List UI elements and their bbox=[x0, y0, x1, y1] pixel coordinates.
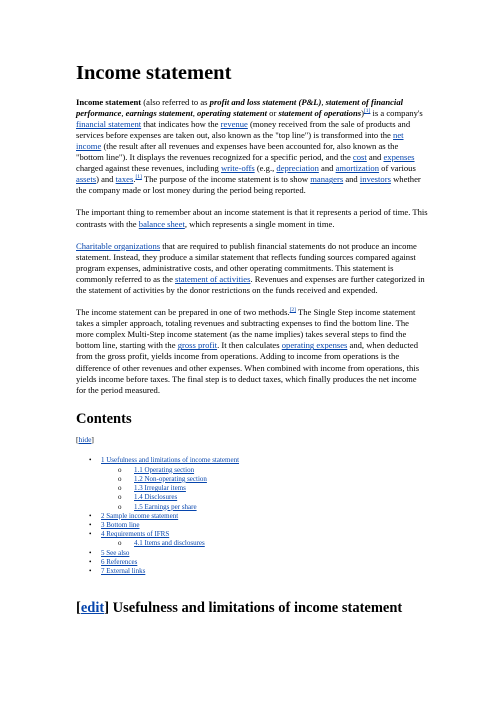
bullet-icon: • bbox=[89, 557, 92, 566]
link-taxes[interactable]: taxes bbox=[115, 174, 134, 185]
circle-bullet-icon: o bbox=[118, 474, 122, 483]
paragraph-period: The important thing to remember about an income statement is that it represents a period of time. This contrasts with the balance sheet, which represents a single moment in time. bbox=[76, 207, 428, 229]
link-cost[interactable]: cost bbox=[352, 152, 367, 163]
toc-item bbox=[76, 466, 428, 475]
circle-bullet-icon: o bbox=[118, 493, 122, 502]
link-investors[interactable]: investors bbox=[359, 174, 391, 185]
toc-link[interactable]: 1 Usefulness and limitations of income statement bbox=[101, 456, 240, 465]
toc-item bbox=[76, 521, 428, 530]
link-statement-of-activities[interactable]: statement of activities bbox=[175, 273, 251, 284]
toc-item bbox=[76, 493, 428, 502]
page-title: Income statement bbox=[76, 62, 232, 84]
bullet-icon: • bbox=[89, 456, 92, 465]
section-heading-usefulness: [edit] Usefulness and limitations of income statement bbox=[76, 600, 403, 617]
toc-link[interactable]: 1.2 Non-operating section bbox=[134, 474, 207, 483]
toc-link[interactable]: 6 References bbox=[101, 557, 138, 566]
link-amortization[interactable]: amortization bbox=[335, 163, 380, 174]
link-operating-expenses[interactable]: operating expenses bbox=[281, 340, 348, 351]
intro-paragraph: Income statement (also referred to as profit and loss statement (P&L), statement of financial performance, earnings statement, operating statement or statement of operations)[1] is a company's financial statement that indicates how the revenue (money received from the sale of products and services before expenses are taken out, also known as the "top line") is transformed into the net income (the result after all revenues and expenses have been accounted for, also known as the "bottom line"). It displays the revenues recognized for a specific period, and the cost and expenses charged against these revenues, including write-offs (e.g., depreciation and amortization of various assets) and taxes.[1] The purpose of the income statement is to show managers and investors whether the company made or lost money during the period being reported. bbox=[76, 96, 423, 196]
toc-item bbox=[76, 475, 428, 484]
bullet-icon: • bbox=[89, 548, 92, 557]
bullet-icon: • bbox=[89, 566, 92, 575]
toc-link[interactable]: 2 Sample income statement bbox=[101, 511, 179, 520]
section-title: Usefulness and limitations of income statement bbox=[109, 600, 403, 617]
link-revenue[interactable]: revenue bbox=[220, 118, 248, 129]
link-net-income[interactable]: net income bbox=[76, 129, 404, 151]
link-balance-sheet[interactable]: balance sheet bbox=[138, 218, 185, 229]
bullet-icon: • bbox=[89, 520, 92, 529]
circle-bullet-icon: o bbox=[118, 484, 122, 493]
circle-bullet-icon: o bbox=[118, 539, 122, 548]
contents-heading: Contents bbox=[76, 410, 132, 427]
article bbox=[76, 62, 428, 625]
citation-link[interactable]: [1] bbox=[363, 107, 371, 114]
toc-item bbox=[76, 567, 428, 576]
link-expenses[interactable]: expenses bbox=[383, 152, 415, 163]
toc-item bbox=[76, 503, 428, 512]
toc-item bbox=[76, 512, 428, 521]
circle-bullet-icon: o bbox=[118, 502, 122, 511]
toc-item bbox=[76, 549, 428, 558]
circle-bullet-icon: o bbox=[118, 465, 122, 474]
citation-link[interactable]: [1] bbox=[135, 174, 142, 181]
toc-toggle: [hide] bbox=[76, 435, 94, 445]
toc-item bbox=[76, 539, 428, 548]
toc-item bbox=[76, 558, 428, 567]
toc-item bbox=[76, 456, 428, 465]
toc-link[interactable]: 1.5 Earnings per share bbox=[134, 502, 197, 511]
toc-link[interactable]: 3 Bottom line bbox=[101, 520, 140, 529]
link-depreciation[interactable]: depreciation bbox=[276, 163, 319, 174]
paragraph-methods: The income statement can be prepared in one of two methods.[2] The Single Step income statement takes a simpler approach, totaling revenues and subtracting expenses to find the bottom line. The more complex Multi-Step income statement (as the name implies) takes several steps to find the bottom line, starting with the gross profit. It then calculates operating expenses and, when deducted from the gross profit, yields income from operations. Adding to income from operations is the difference of other revenues and other expenses. When combined with income from operations, this yields income before taxes. The final step is to deduct taxes, which finally produces the net income for the period measured. bbox=[76, 307, 420, 395]
toc-item bbox=[76, 530, 428, 539]
citation-link[interactable]: [2] bbox=[289, 307, 296, 314]
toc-link[interactable]: 4.1 Items and disclosures bbox=[134, 539, 205, 548]
bullet-icon: • bbox=[89, 530, 92, 539]
toc-item bbox=[76, 484, 428, 493]
hide-toc-link[interactable]: hide bbox=[78, 435, 92, 445]
link-charitable-organizations[interactable]: Charitable organizations bbox=[76, 240, 161, 251]
term: Income statement bbox=[76, 96, 142, 107]
toc-link[interactable]: 5 See also bbox=[101, 548, 130, 557]
toc-link[interactable]: 7 External links bbox=[101, 566, 146, 575]
edit-section-link[interactable]: edit bbox=[80, 600, 105, 617]
link-assets[interactable]: assets bbox=[76, 174, 97, 185]
link-financial-statement[interactable]: financial statement bbox=[76, 118, 142, 129]
toc-link[interactable]: 4 Requirements of IFRS bbox=[101, 530, 170, 539]
toc-link[interactable]: 1.1 Operating section bbox=[134, 465, 195, 474]
toc-link[interactable]: 1.4 Disclosures bbox=[134, 493, 178, 502]
paragraph-charitable: Charitable organizations that are required to publish financial statements do not produce an income statement. Instead, they produce a similar statement that reflects funding sources compared against program expenses, administrative costs, and other operating commitments. This statement is commonly referred to as the statement of activities. Revenues and expenses are further categorized in the statement of activities by the donor restrictions on the funds received and expended. bbox=[76, 240, 425, 295]
link-write-offs[interactable]: write-offs bbox=[220, 163, 255, 174]
table-of-contents bbox=[76, 456, 428, 576]
bullet-icon: • bbox=[89, 511, 92, 520]
toc-link[interactable]: 1.3 Irregular items bbox=[134, 484, 186, 493]
link-gross-profit[interactable]: gross profit bbox=[177, 340, 218, 351]
link-managers[interactable]: managers bbox=[310, 174, 344, 185]
